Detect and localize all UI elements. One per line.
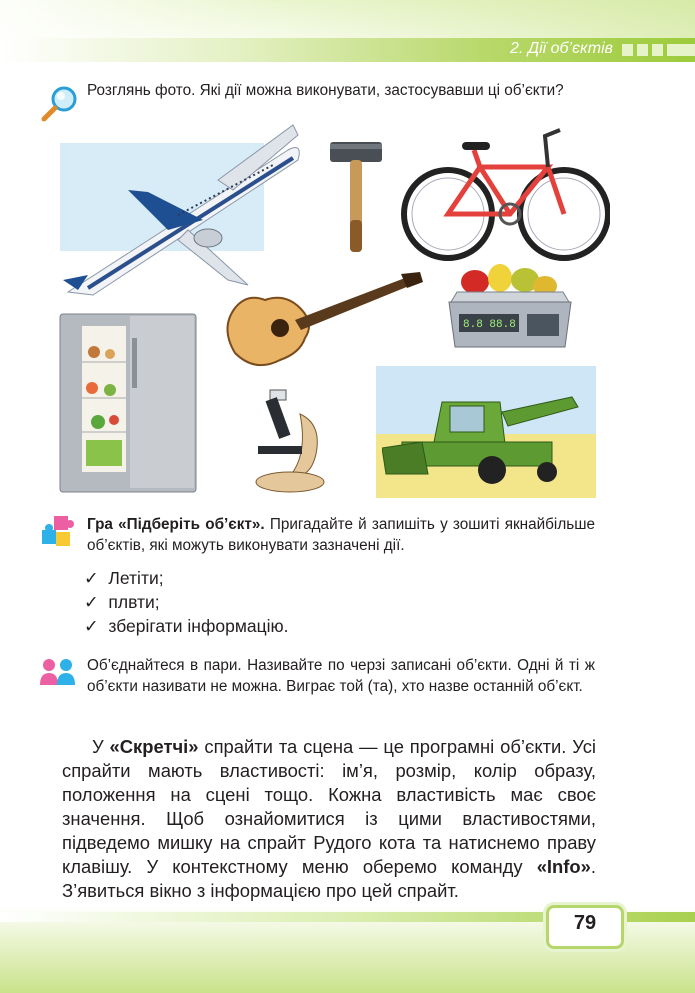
pair-text: Об’єднайтеся в пари. Називайте по черзі записані об’єкти. Одні й ті ж об’єкти називати не можна. Виграє той (та), хто назве останній об’єкт. [87,657,595,695]
body-text: У [92,736,110,757]
check-icon: ✓ [84,592,99,612]
bicycle-image [400,122,610,262]
info-command: «Info» [536,856,591,877]
check-icon: ✓ [84,616,99,636]
list-item [84,614,289,638]
microscope-image [250,384,330,494]
header-square [652,44,663,56]
check-icon: ✓ [84,568,99,588]
refrigerator-image [58,312,198,496]
page-number: 79 [573,912,597,934]
game-title: Гра «Підберіть об’єкт». [87,516,265,533]
action-label: плвти; [108,592,160,612]
header-square [637,44,648,56]
list-item [84,590,289,614]
top-band-gradient [0,0,695,38]
guitar-image [215,268,425,378]
scratch-term: «Скретчі» [109,736,199,757]
harvester-image [382,382,592,492]
magnifier-icon [40,84,80,124]
body-text: спрайти та сцена — це програмні об’єкти. Усі спрайти мають властивості: ім’я, розмір, колір образу, положення на сцені тощо. Кожна властивість має своє значення. Щоб ознайомитися із цими властивостями, підведемо мишку на спрайт Рудого кота та натиснемо праву клавішу. У контекстному меню оберемо команду [62,736,596,877]
action-label: Летіти; [108,568,164,588]
hammer-image [328,140,388,255]
header-square [667,44,695,56]
body-text: . З’явиться вікно з інформацією про цей спрайт. [62,856,596,901]
header-square [622,44,633,56]
intro-text: Розглянь фото. Які дії можна виконувати, застосувавши ці об’єкти? [87,82,564,99]
list-item [84,566,289,590]
svg-text:8.8 88.8: 8.8 88.8 [463,319,516,331]
game-text: Пригадайте й запишіть у зошиті якнайбільше об’єктів, які можуть виконувати зазначені дії. [87,516,595,554]
game-paragraph [87,514,595,556]
puzzle-icon [40,514,78,550]
chapter-title: 2. Дії об’єктів [510,40,613,57]
actions-list [84,566,289,638]
scale-image [445,262,575,352]
body-paragraph [62,735,596,903]
action-label: зберігати інформацію. [108,616,289,636]
pair-icon [38,657,78,687]
